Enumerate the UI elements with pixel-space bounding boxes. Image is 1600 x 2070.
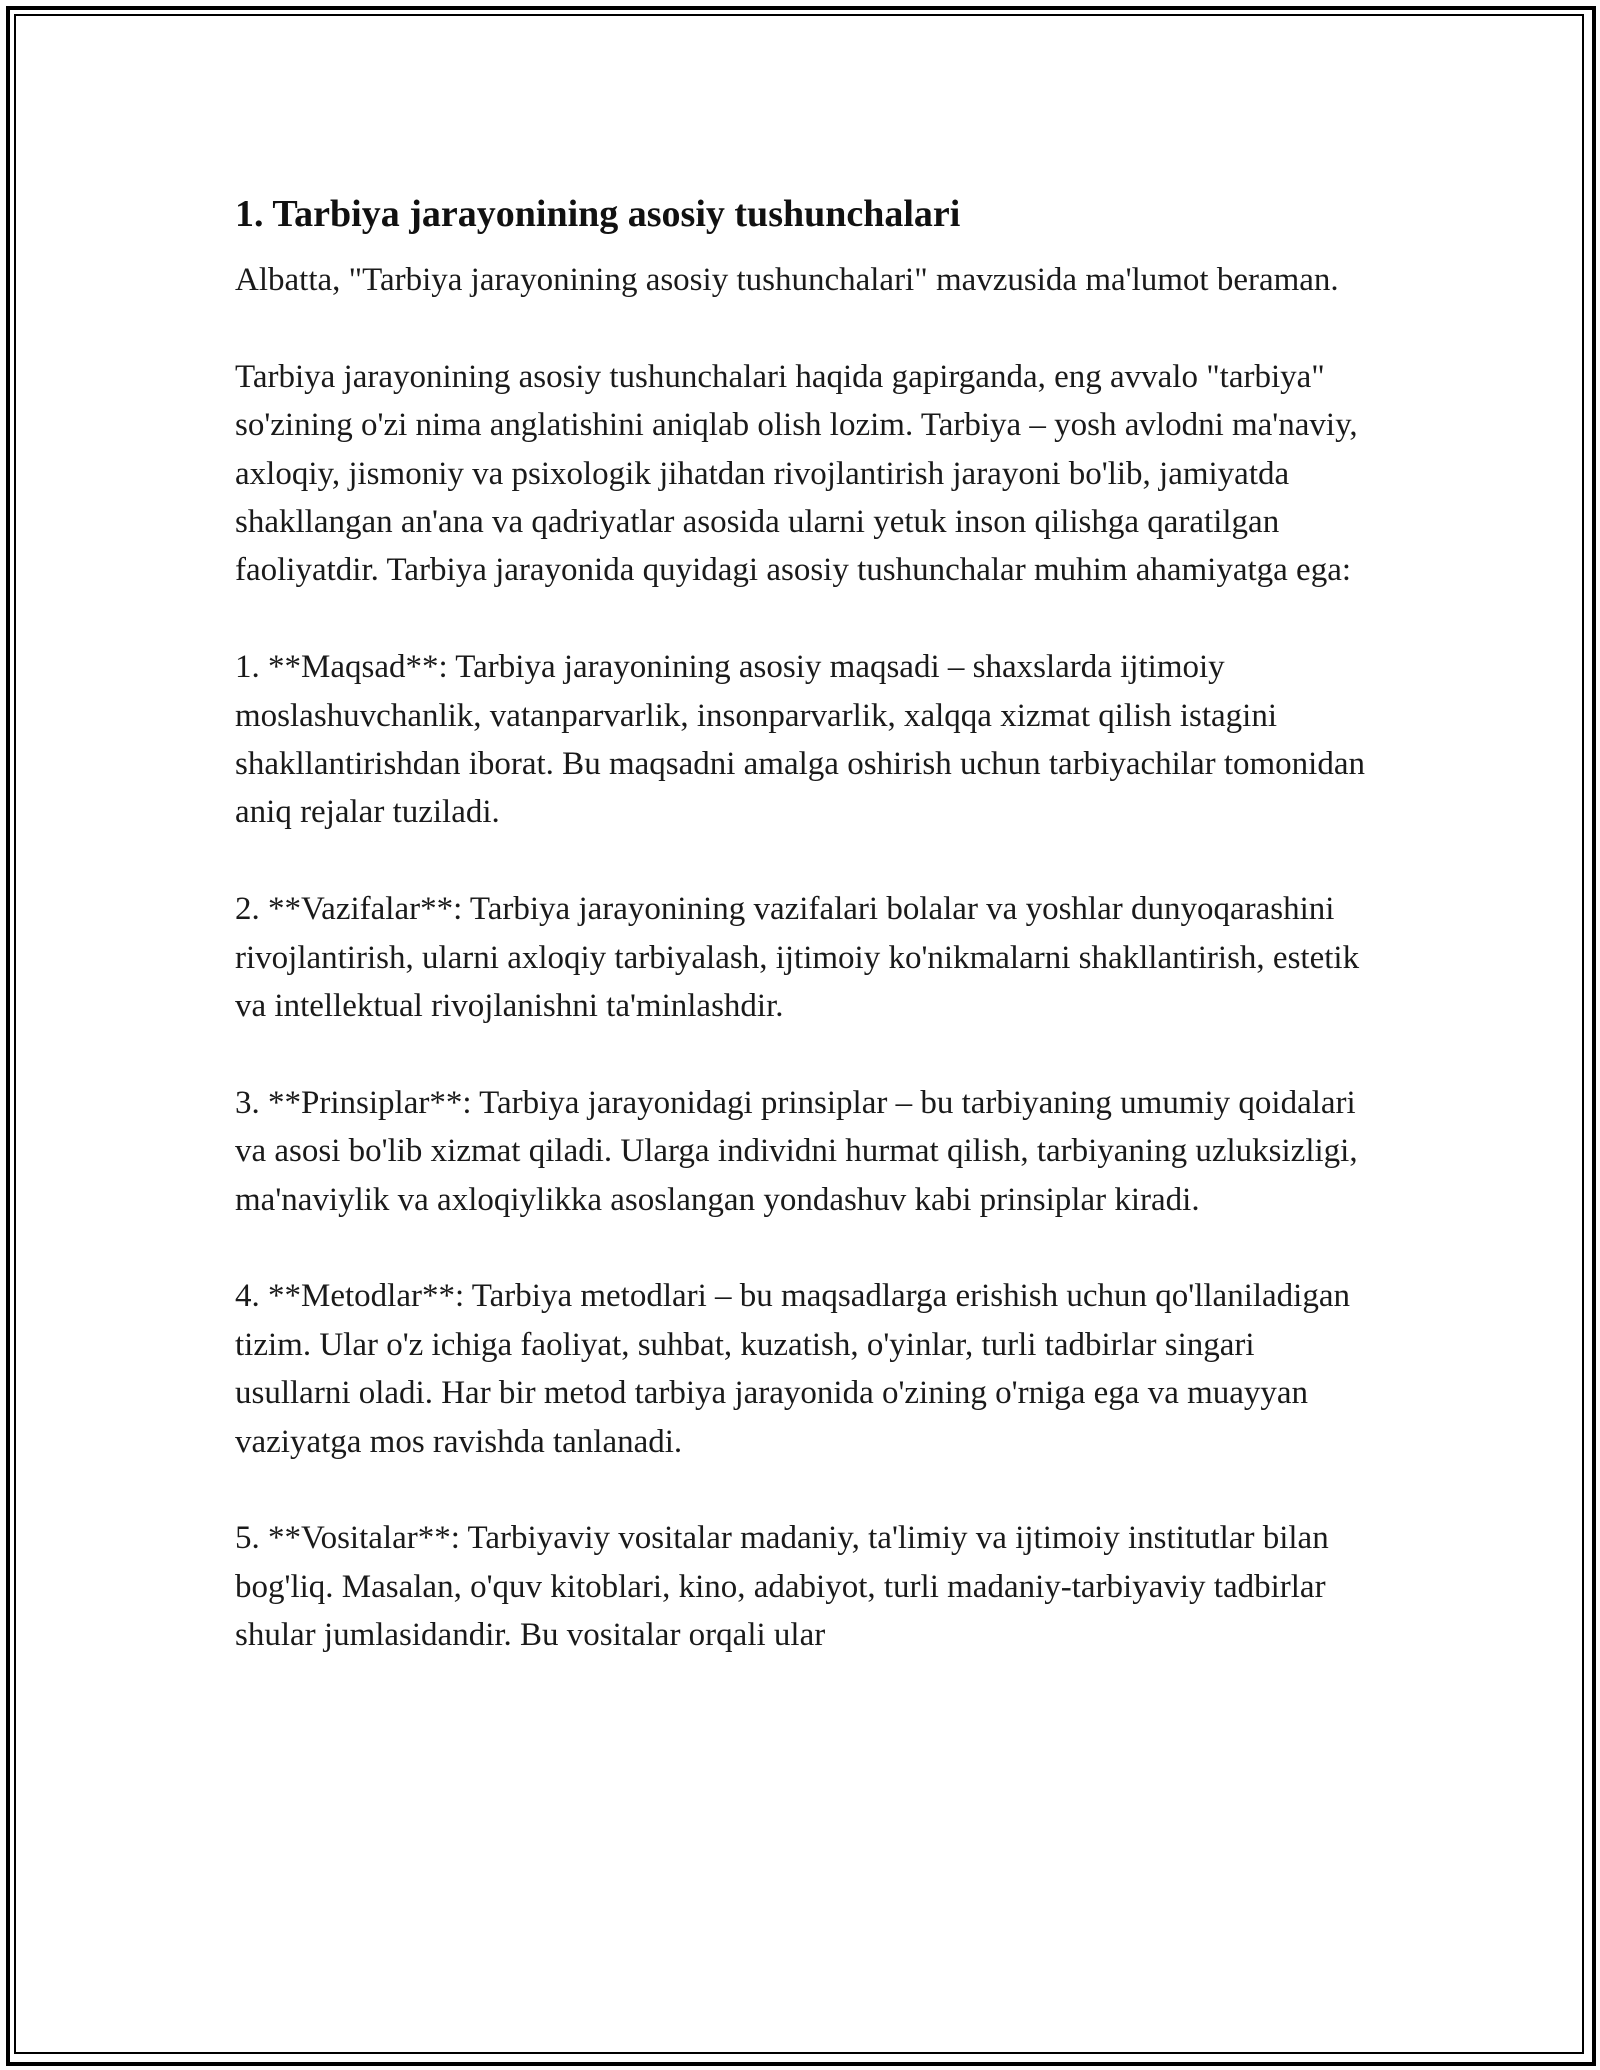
document-body xyxy=(235,186,1365,1708)
list-item-vazifalar: 2. **Vazifalar**: Tarbiya jarayonining vazifalari bolalar va yoshlar dunyoqarashini rivojlantirish, ularni axloqiy tarbiyalash, ijtimoiy ko'nikmalarni shakllantirish, estetik va intellektual rivojlanishni ta'minlashdir. xyxy=(235,891,1360,1025)
list-item-vositalar: 5. **Vositalar**: Tarbiyaviy vositalar madaniy, ta'limiy va ijtimoiy institutlar bilan bog'liq. Masalan, o'quv kitoblari, kino, adabiyot, turli madaniy-tarbiyaviy tadbirlar shular jumlasidandir. Bu vositalar orqali ular xyxy=(235,1520,1329,1654)
section-heading: 1. Tarbiya jarayonining asosiy tushunchalari xyxy=(235,193,961,235)
list-item-maqsad: 1. **Maqsad**: Tarbiya jarayonining asosiy maqsadi – shaxslarda ijtimoiy moslashuvchanlik, vatanparvarlik, insonparvarlik, xalqqa xizmat qilish istagini shakllantirishdan iborat. Bu maqsadni amalga oshirish uchun tarbiyachilar tomonidan aniq rejalar tuziladi. xyxy=(235,649,1365,831)
list-item-prinsiplar: 3. **Prinsiplar**: Tarbiya jarayonidagi prinsiplar – bu tarbiyaning umumiy qoidalari va asosi bo'lib xizmat qiladi. Ularga individni hurmat qilish, tarbiyaning uzluksizligi, ma'naviylik va axloqiylikka asoslangan yondashuv kabi prinsiplar kiradi. xyxy=(235,1084,1358,1218)
intro-paragraph: Albatta, "Tarbiya jarayonining asosiy tushunchalari" mavzusida ma'lumot beraman. xyxy=(235,262,1339,298)
list-item-metodlar: 4. **Metodlar**: Tarbiya metodlari – bu maqsadlarga erishish uchun qo'llaniladigan tizim. Ular o'z ichiga faoliyat, suhbat, kuzatish, o'yinlar, turli tadbirlar singari usullarni oladi. Har bir metod tarbiya jarayonida o'zining o'rniga ega va muayyan vaziyatga mos ravishda tanlanadi. xyxy=(235,1278,1350,1460)
definition-paragraph: Tarbiya jarayonining asosiy tushunchalari haqida gapirganda, eng avvalo "tarbiya" so'zining o'zi nima anglatishini aniqlab olish lozim. Tarbiya – yosh avlodni ma'naviy, axloqiy, jismoniy va psixologik jihatdan rivojlantirish jarayoni bo'lib, jamiyatda shakllangan an'ana va qadriyatlar asosida ularni yetuk inson qilishga qaratilgan faoliyatdir. Tarbiya jarayonida quyidagi asosiy tushunchalar muhim ahamiyatga ega: xyxy=(235,358,1358,589)
